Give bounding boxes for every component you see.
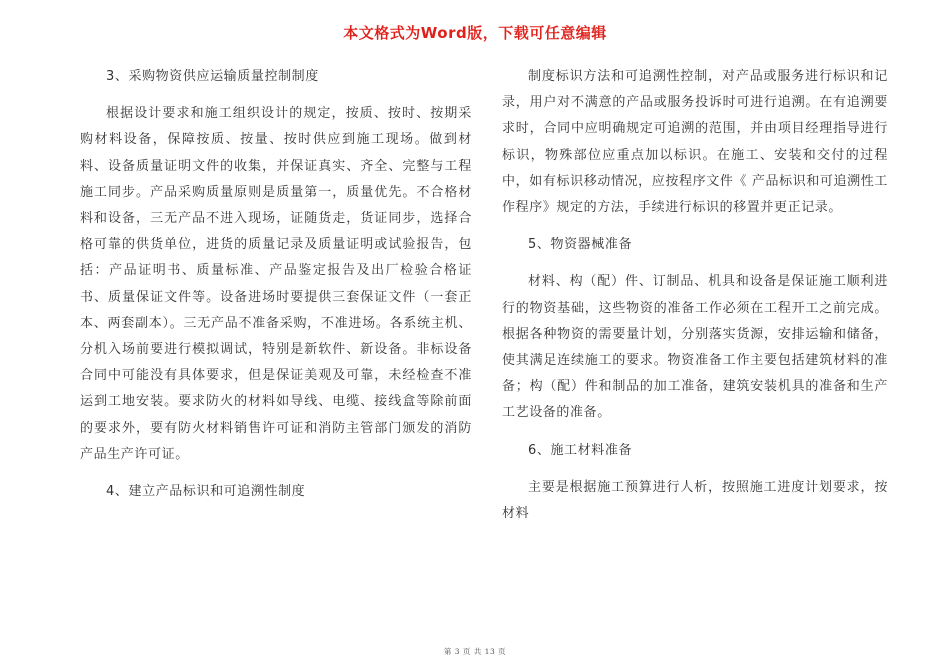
paragraph-construction-materials: 主要是根据施工预算进行人析，按照施工进度计划要求，按材料 xyxy=(502,479,888,522)
paragraph-materials-equipment: 材料、构（配）件、订制品、机具和设备是保证施工顺利进行的物资基础，这些物资的准备工作必须在工程开工之前完成。根据各种物资的需要量计划，分别落实货源，安排运输和储备，使其满足连续施工的要求。物资准备工作主要包括建筑材料的准备；构（配）件和制品的加工准备，建筑安装机具的准备和生产工艺设备的准备。 xyxy=(502,274,888,421)
paragraph-procurement: 根据设计要求和施工组织设计的规定，按质、按时、按期采购材料设备，保障按质、按量、按时供应到施工现场。做到材料、设备质量证明文件的收集，并保证真实、齐全、完整与工程施工同步。产品采购质量原则是质量第一，质量优先。不合格材料和设备，三无产品不进入现场，证随货走，货证同步，选择合格可靠的供货单位，进货的质量记录及质量证明或试验报告，包括：产品证明书、质量标准、产品鉴定报告及出厂检验合格证书、质量保证文件等。设备进场时要提供三套保证文件（一套正本、两套副本）。三无产品不准备采购，不准进场。各系统主机、分机入场前要进行模拟调试，特别是新软件、新设备。非标设备合同中可能没有具体要求，但是保证美观及可靠，未经检查不准运到工地安装。要求防火的材料如导线、电缆、接线盒等除前面的要求外，要有防火材料销售许可证和消防主管部门颁发的消防产品生产许可证。 xyxy=(80,106,472,462)
page-number: 第 3 页 共 13 页 xyxy=(443,647,507,656)
right-column xyxy=(502,64,888,538)
section-heading-4: 4、建立产品标识和可追溯性制度 xyxy=(106,484,306,500)
format-banner: 本文格式为Word版，下载可任意编辑 xyxy=(343,24,607,42)
section-heading-5: 5、物资器械准备 xyxy=(528,237,633,253)
section-heading-3: 3、采购物资供应运输质量控制制度 xyxy=(106,69,319,84)
section-heading-6: 6、施工材料准备 xyxy=(528,442,633,458)
paragraph-traceability: 制度标识方法和可追溯性控制，对产品或服务进行标识和记录，用户对不满意的产品或服务投诉时可进行追溯。在有追溯要求时，合同中应明确规定可追溯的范围，并由项目经理指导进行标识，物殊部位应重点加以标识。在施工、安装和交付的过程中，如有标识移动情况，应按程序文件《 产品标识和可追溯性工作程序》规定的方法，手续进行标识的移置并更正记录。 xyxy=(502,69,888,216)
left-column xyxy=(80,64,472,516)
